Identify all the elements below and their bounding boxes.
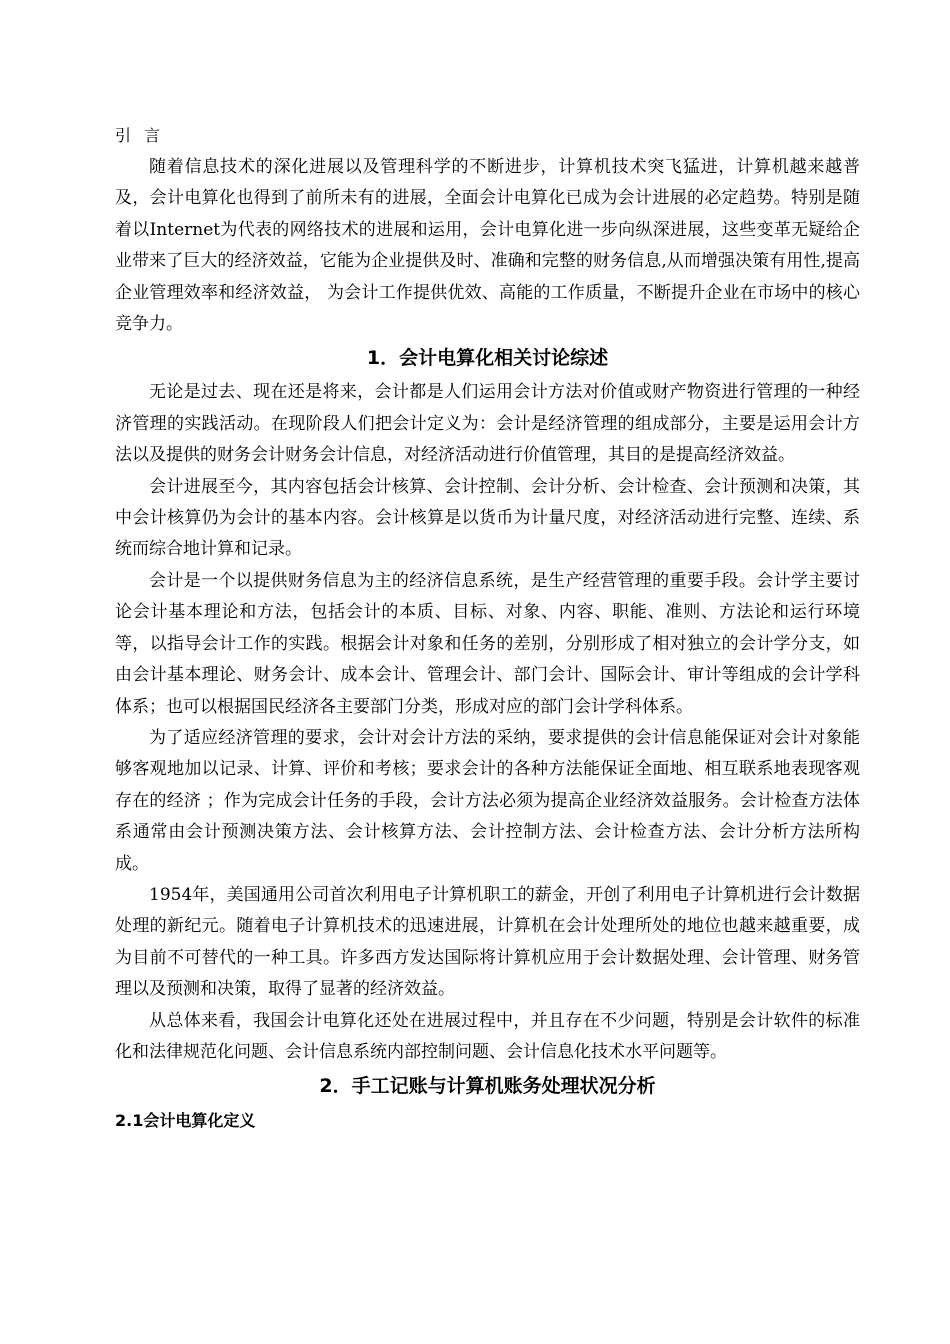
section-2-heading: 2．手工记账与计算机账务处理状况分析 bbox=[319, 1075, 656, 1098]
section-1-paragraph-4: 为了适应经济管理的要求，会计对会计方法的采纳，要求提供的会计信息能保证对会计对象能够客观地加以记录、计算、评价和考核；要求会计的各种方法能保证全面地、相互联系地表现客观存在的经济 ；作为完成会计任务的手段，会计方法必须为提高企业经济效益服务。会计检查方法体系通常由会计预测决策方法、会计核算方法、会计控制方法、会计检查方法、会计分析方法所构成。 bbox=[115, 727, 860, 874]
document-body bbox=[115, 124, 860, 1136]
intro-paragraph: 随着信息技术的深化进展以及管理科学的不断进步，计算机技术突飞猛进，计算机越来越普及，会计电算化也得到了前所未有的进展，全面会计电算化已成为会计进展的必定趋势。特别是随着以Internet为代表的网络技术的进展和运用，会计电算化进一步向纵深进展，这些变革无疑给企业带来了巨大的经济效益，它能为企业提供及时、准确和完整的财务信息,从而增强决策有用性,提高企业管理效率和经济效益， 为会计工作提供优效、高能的工作质量，不断提升企业在市场中的核心竞争力。 bbox=[115, 157, 860, 335]
section-1-paragraph-2: 会计进展至今，其内容包括会计核算、会计控制、会计分析、会计检查、会计预测和决策，其中会计核算仍为会计的基本内容。会计核算是以货币为计量尺度，对经济活动进行完整、连续、系统而综合地计算和记录。 bbox=[115, 476, 860, 560]
section-1-paragraph-1: 无论是过去、现在还是将来，会计都是人们运用会计方法对价值或财产物资进行管理的一种经济管理的实践活动。在现阶段人们把会计定义为：会计是经济管理的组成部分，主要是运用会计方法以及提供的财务会计财务会计信息，对经济活动进行价值管理，其目的是提高经济效益。 bbox=[115, 382, 860, 466]
subsection-2-1-heading: 2.1会计电算化定义 bbox=[115, 1111, 256, 1131]
section-1-paragraph-6: 从总体来看，我国会计电算化还处在进展过程中，并且存在不少问题，特别是会计软件的标准化和法律规范化问题、会计信息系统内部控制问题、会计信息化技术水平问题等。 bbox=[115, 1010, 860, 1062]
section-1-paragraph-3: 会计是一个以提供财务信息为主的经济信息系统，是生产经营管理的重要手段。会计学主要讨论会计基本理论和方法，包括会计的本质、目标、对象、内容、职能、准则、方法论和运行环境等，以指导会计工作的实践。根据会计对象和任务的差别，分别形成了相对独立的会计学分支，如由会计基本理论、财务会计、成本会计、管理会计、部门会计、国际会计、审计等组成的会计学科体系；也可以根据国民经济各主要部门分类，形成对应的部门会计学科体系。 bbox=[115, 570, 860, 717]
intro-label: 引 言 bbox=[115, 126, 165, 145]
section-1-heading: 1．会计电算化相关讨论综述 bbox=[366, 347, 609, 370]
section-1-paragraph-5: 1954年，美国通用公司首次利用电子计算机职工的薪金，开创了利用电子计算机进行会计数据处理的新纪元。随着电子计算机技术的迅速进展，计算机在会计处理所处的地位也越来越重要，成为目前不可替代的一种工具。许多西方发达国际将计算机应用于会计数据处理、会计管理、财务管理以及预测和决策，取得了显著的经济效益。 bbox=[115, 884, 860, 1000]
